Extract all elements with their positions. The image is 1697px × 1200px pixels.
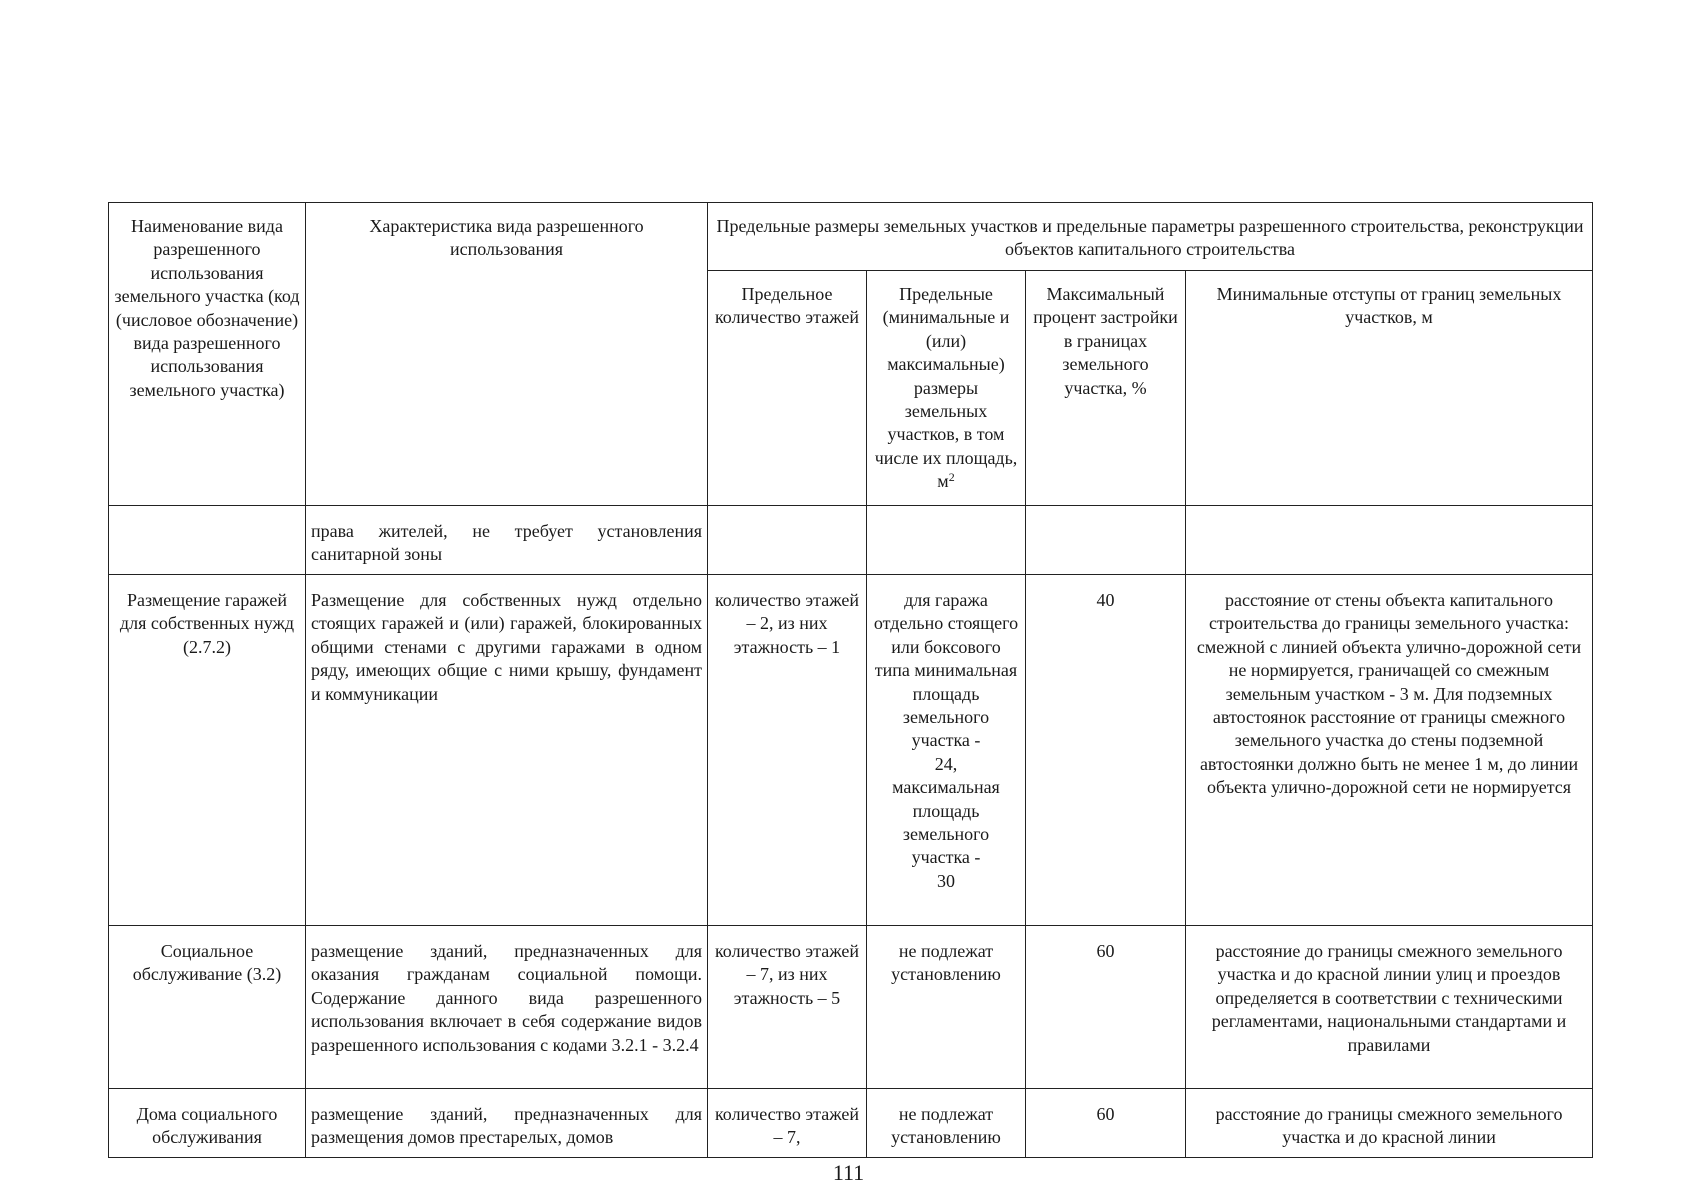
- regulations-table: [108, 202, 1593, 1158]
- row-name-cell: [109, 506, 306, 575]
- row-plot-size-cell: не подлежат установлению: [867, 926, 1026, 1089]
- row-plot-size-cell: для гаража отдельно стоящего или боксового типа минимальная площадь земельного участка - 24, максимальная площадь земельного участка - 30: [867, 575, 1026, 926]
- row-max-percent-cell: [1026, 506, 1186, 575]
- row-setbacks-cell: расстояние до границы смежного земельного участка и до красной линии улиц и проездов определяется в соответствии с техническими регламентами, национальными стандартами и правилами: [1186, 926, 1593, 1089]
- row-setbacks-cell: расстояние до границы смежного земельного участка и до красной линии: [1186, 1089, 1593, 1158]
- row-plot-size-cell: не подлежат установлению: [867, 1089, 1026, 1158]
- header-limits-group-cell: Предельные размеры земельных участков и предельные параметры разрешенного строительства, реконструкции объектов капитального строительства: [708, 203, 1593, 271]
- row-max-percent-cell: 40: [1026, 575, 1186, 926]
- row-max-percent-cell: 60: [1026, 926, 1186, 1089]
- page-number: 111: [832, 1160, 865, 1185]
- row-description-cell: права жителей, не требует установления санитарной зоны: [306, 506, 708, 575]
- table-row: [109, 506, 1593, 575]
- header-plot-size-cell: [867, 271, 1026, 506]
- header-plot-size-superscript: 2: [948, 470, 955, 485]
- row-max-percent-cell: 60: [1026, 1089, 1186, 1158]
- header-row-top: [109, 203, 1593, 271]
- row-name-cell: Социальное обслуживание (3.2): [109, 926, 306, 1089]
- row-setbacks-cell: [1186, 506, 1593, 575]
- table-row: [109, 575, 1593, 926]
- row-description-cell: размещение зданий, предназначенных для размещения домов престарелых, домов: [306, 1089, 708, 1158]
- row-floors-cell: количество этажей – 2, из них этажность – 1: [708, 575, 867, 926]
- row-description-cell: Размещение для собственных нужд отдельно стоящих гаражей и (или) гаражей, блокированных общими стенами с другими гаражами в одном ряду, имеющих общие с ними крышу, фундамент и коммуникации: [306, 575, 708, 926]
- row-floors-cell: количество этажей – 7,: [708, 1089, 867, 1158]
- row-name-cell: Размещение гаражей для собственных нужд (2.7.2): [109, 575, 306, 926]
- row-description-cell: размещение зданий, предназначенных для оказания гражданам социальной помощи. Содержание данного вида разрешенного использования включает в себя содержание видов разрешенного использования с кодами 3.2.1 - 3.2.4: [306, 926, 708, 1089]
- row-setbacks-cell: расстояние от стены объекта капитального строительства до границы земельного участка: смежной с линией объекта улично-дорожной сети не нормируется, граничащей со смежным земельным участком - 3 м. Для подземных автостоянок расстояние от границы смежного земельного участка до стены подземной автостоянки должно быть не менее 1 м, до линии объекта улично-дорожной сети не нормируется: [1186, 575, 1593, 926]
- header-max-percent-cell: Максимальный процент застройки в границах земельного участка, %: [1026, 271, 1186, 506]
- row-floors-cell: [708, 506, 867, 575]
- table-row: [109, 926, 1593, 1089]
- row-floors-cell: количество этажей – 7, из них этажность – 5: [708, 926, 867, 1089]
- row-plot-size-cell: [867, 506, 1026, 575]
- header-description-cell: Характеристика вида разрешенного использования: [306, 203, 708, 506]
- header-setbacks-cell: Минимальные отступы от границ земельных участков, м: [1186, 271, 1593, 506]
- header-floors-cell: Предельное количество этажей: [708, 271, 867, 506]
- row-name-cell: Дома социального обслуживания: [109, 1089, 306, 1158]
- header-name-cell: Наименование вида разрешенного использования земельного участка (код (числовое обозначение) вида разрешенного использования земельного участка): [109, 203, 306, 506]
- header-plot-size-text: Предельные (минимальные и (или) максимальные) размеры земельных участков, в том числе их площадь, м: [874, 284, 1018, 492]
- table-row: [109, 1089, 1593, 1158]
